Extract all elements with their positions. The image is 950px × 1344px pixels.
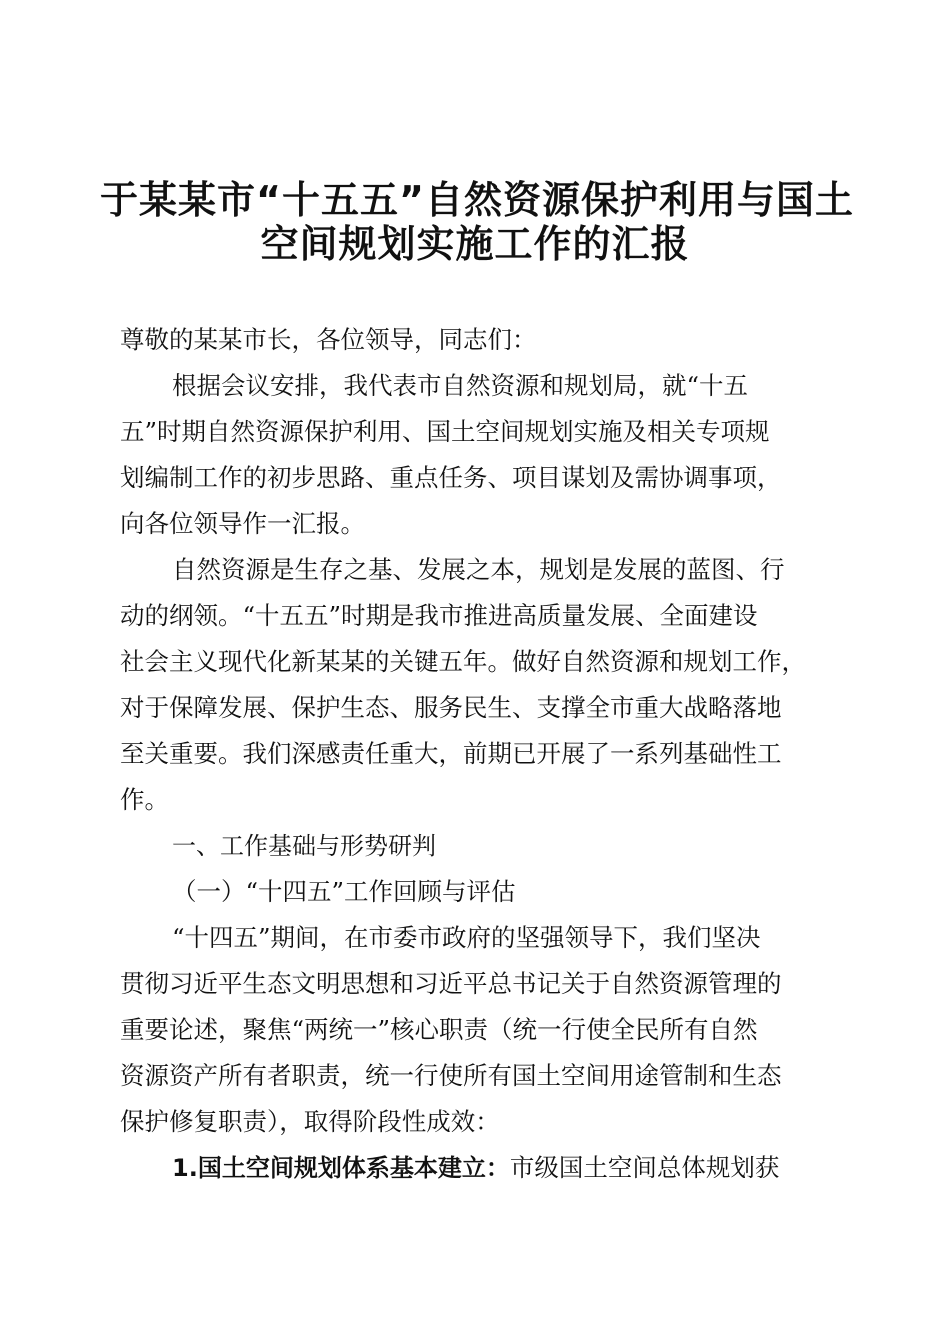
paragraph-2-line: 自然资源是生存之基、发展之本，规划是发展的蓝图、行: [172, 555, 785, 584]
paragraph-2-line: 至关重要。我们深感责任重大，前期已开展了一系列基础性工: [120, 739, 782, 768]
paragraph-3-line: 重要论述，聚焦“两统一”核心职责（统一行使全民所有自然: [120, 1015, 758, 1044]
paragraph-2-line: 对于保障发展、保护生态、服务民生、支撑全市重大战略落地: [120, 693, 782, 722]
item-1-label: 1.国土空间规划体系基本建立：: [172, 1154, 510, 1182]
subsection-1-heading: （一）“十四五”工作回顾与评估: [172, 877, 516, 906]
paragraph-1-line: 向各位领导作一汇报。: [120, 509, 365, 538]
paragraph-1-line: 根据会议安排，我代表市自然资源和规划局，就“十五: [172, 371, 749, 400]
document-title-line-1: 于某某市“十五五”自然资源保护利用与国土: [100, 178, 854, 222]
paragraph-2-line: 作。: [120, 785, 169, 814]
paragraph-3-line: 贯彻习近平生态文明思想和习近平总书记关于自然资源管理的: [120, 969, 782, 998]
item-1-text: 市级国土空间总体规划获: [509, 1153, 780, 1182]
item-1: [172, 1150, 779, 1186]
paragraph-1-line: 划编制工作的初步思路、重点任务、项目谋划及需协调事项，: [120, 463, 782, 492]
paragraph-3-line: 保护修复职责），取得阶段性成效：: [120, 1107, 500, 1136]
paragraph-1-line: 五”时期自然资源保护利用、国土空间规划实施及相关专项规: [120, 417, 770, 446]
paragraph-3-line: “十四五”期间，在市委市政府的坚强领导下，我们坚决: [172, 923, 761, 952]
section-1-heading: 一、工作基础与形势研判: [172, 832, 436, 860]
document-title-line-2: 空间规划实施工作的汇报: [260, 222, 690, 266]
salutation: 尊敬的某某市长，各位领导，同志们：: [120, 325, 537, 354]
paragraph-2-line: 社会主义现代化新某某的关键五年。做好自然资源和规划工作，: [120, 647, 806, 676]
paragraph-2-line: 动的纲领。“十五五”时期是我市推进高质量发展、全面建设: [120, 601, 758, 630]
paragraph-3-line: 资源资产所有者职责，统一行使所有国土空间用途管制和生态: [120, 1061, 782, 1090]
